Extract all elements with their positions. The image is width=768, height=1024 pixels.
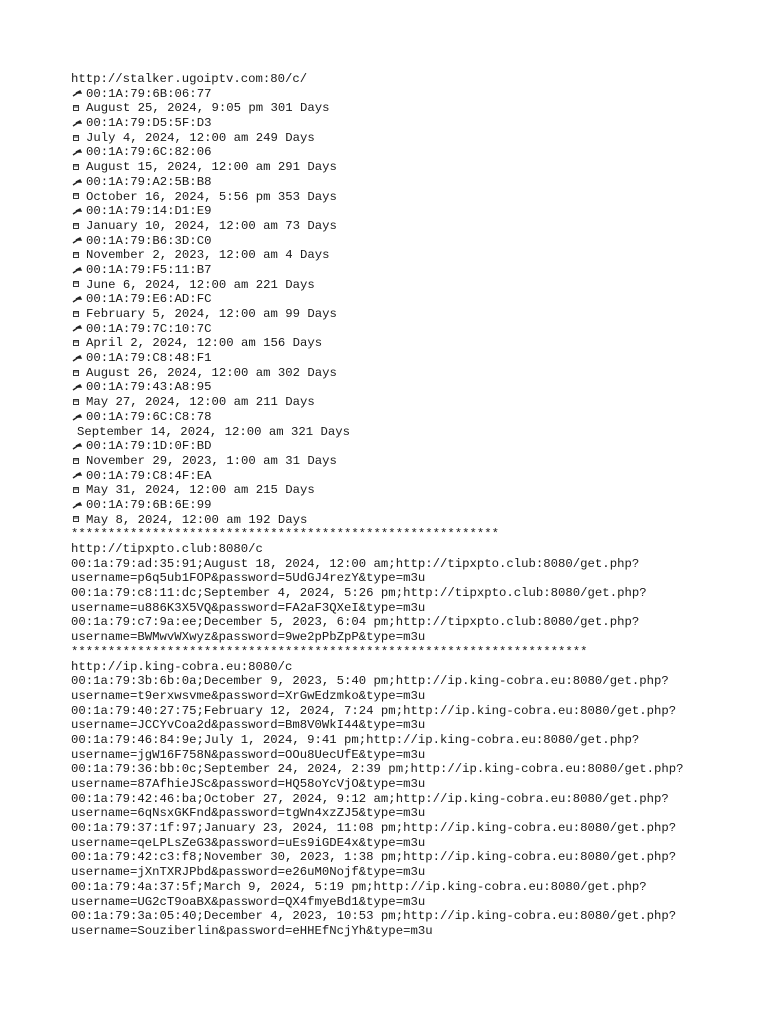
expiry-date: February 5, 2024, 12:00 am 99 Days [86, 307, 337, 321]
mac-address-line [71, 87, 768, 102]
expiry-line [71, 425, 768, 440]
key-icon [71, 118, 83, 128]
expiry-date: August 25, 2024, 9:05 pm 301 Days [86, 101, 330, 116]
mac-address: 00:1A:79:6C:C8:78 [86, 409, 212, 424]
expiry-date: July 4, 2024, 12:00 am 249 Days [86, 130, 315, 145]
account-mac-line: 00:1a:79:4a:37:5f;March 9, 2024, 5:19 pm;http://ip.king-cobra.eu:8080/get.php? [71, 879, 647, 894]
key-icon [71, 470, 83, 480]
calendar-icon [71, 250, 83, 260]
account-credentials-line: username=qeLPLsZeG3&password=uEs9iGDE4x&type=m3u [71, 835, 426, 850]
account-credentials-line: username=jgW16F758N&password=OOu8UecUfE&type=m3u [71, 747, 426, 762]
expiry-date: November 2, 2023, 12:00 am 4 Days [86, 248, 330, 263]
account-mac-line: 00:1a:79:40:27:75;February 12, 2024, 7:24 pm;http://ip.king-cobra.eu:8080/get.php? [71, 703, 677, 718]
mac-address: 00:1A:79:D5:5F:D3 [86, 116, 212, 131]
expiry-date: May 27, 2024, 12:00 am 211 Days [86, 395, 315, 410]
expiry-line [71, 278, 768, 293]
expiry-line [71, 101, 768, 116]
account-credentials-line: username=t9erxwsvme&password=XrGwEdzmko&type=m3u [71, 688, 426, 703]
expiry-line [71, 160, 768, 175]
expiry-line [71, 219, 768, 234]
mac-address: 00:1A:79:1D:0F:BD [86, 439, 212, 454]
key-icon [71, 412, 83, 422]
expiry-date: October 16, 2024, 5:56 pm 353 Days [86, 189, 337, 204]
account-mac-line: 00:1a:79:c8:11:dc;September 4, 2024, 5:26 pm;http://tipxpto.club:8080/get.php? [71, 586, 647, 601]
mac-address: 00:1A:79:6C:82:06 [86, 145, 212, 160]
separator-line: ********************************************************** [71, 527, 500, 542]
account-mac-line: 00:1a:79:37:1f:97;January 23, 2024, 11:08 pm;http://ip.king-cobra.eu:8080/get.php? [71, 821, 677, 836]
account-mac-line: 00:1a:79:36:bb:0c;September 24, 2024, 2:39 pm;http://ip.king-cobra.eu:8080/get.php? [71, 762, 684, 777]
expiry-date: May 31, 2024, 12:00 am 215 Days [86, 483, 315, 498]
key-icon [71, 265, 83, 275]
expiry-line [71, 307, 768, 322]
mac-address-line [71, 322, 768, 337]
account-mac-line: 00:1a:79:42:46:ba;October 27, 2024, 9:12 am;http://ip.king-cobra.eu:8080/get.php? [71, 791, 669, 806]
mac-address-line [71, 498, 768, 513]
expiry-date: September 14, 2024, 12:00 am 321 Days [77, 424, 351, 439]
mac-address: 00:1A:79:E6:AD:FC [86, 292, 212, 307]
mac-address-line [71, 204, 768, 219]
key-icon [71, 323, 83, 333]
expiry-date: August 26, 2024, 12:00 am 302 Days [86, 365, 337, 380]
key-icon [71, 206, 83, 216]
account-credentials-line: username=6qNsxGKFnd&password=tgWn4xzZJ5&type=m3u [71, 806, 426, 821]
account-credentials-line: username=Souziberlin&password=eHHEfNcjYh&type=m3u [71, 923, 433, 938]
calendar-icon [71, 309, 83, 319]
mac-address-line [71, 263, 768, 278]
key-icon [71, 382, 83, 392]
calendar-icon [71, 221, 83, 231]
account-credentials-line: username=p6q5ub1FOP&password=5UdGJ4rezY&type=m3u [71, 571, 426, 586]
expiry-line [71, 395, 768, 410]
kingcobra-entry-list [71, 674, 768, 938]
mac-address: 00:1A:79:14:D1:E9 [86, 204, 212, 219]
stalker-portal-url: http://stalker.ugoiptv.com:80/c/ [71, 72, 308, 86]
mac-address: 00:1A:79:F5:11:B7 [86, 262, 212, 277]
mac-address-line [71, 469, 768, 484]
account-mac-line: 00:1a:79:42:c3:f8;November 30, 2023, 1:38 pm;http://ip.king-cobra.eu:8080/get.php? [71, 850, 677, 865]
tipxpto-entry-list [71, 557, 768, 645]
tipxpto-portal-url: http://tipxpto.club:8080/c [71, 542, 263, 556]
mac-address: 00:1A:79:43:A8:95 [86, 380, 212, 395]
calendar-icon [71, 485, 83, 495]
mac-address-line [71, 234, 768, 249]
calendar-icon [71, 279, 83, 289]
mac-address-line [71, 351, 768, 366]
mac-address: 00:1A:79:C8:48:F1 [86, 351, 212, 366]
expiry-date: June 6, 2024, 12:00 am 221 Days [86, 277, 315, 292]
account-mac-line: 00:1a:79:3b:6b:0a;December 9, 2023, 5:40 pm;http://ip.king-cobra.eu:8080/get.php? [71, 674, 669, 689]
calendar-icon [71, 338, 83, 348]
mac-address: 00:1A:79:A2:5B:B8 [86, 174, 212, 189]
account-mac-line: 00:1a:79:c7:9a:ee;December 5, 2023, 6:04 pm;http://tipxpto.club:8080/get.php? [71, 615, 640, 630]
key-icon [71, 235, 83, 245]
account-credentials-line: username=87AfhieJSc&password=HQ58oYcVjO&type=m3u [71, 777, 426, 791]
calendar-icon [71, 103, 83, 113]
mac-address-line [71, 116, 768, 131]
expiry-date: January 10, 2024, 12:00 am 73 Days [86, 218, 337, 233]
calendar-icon [71, 456, 83, 466]
mac-address-line [71, 439, 768, 454]
calendar-icon [71, 368, 83, 378]
mac-address: 00:1A:79:B6:3D:C0 [86, 233, 212, 248]
expiry-date: August 15, 2024, 12:00 am 291 Days [86, 160, 337, 175]
kingcobra-portal-url: http://ip.king-cobra.eu:8080/c [71, 659, 293, 674]
mac-address-line [71, 410, 768, 425]
expiry-line [71, 513, 768, 528]
expiry-date: April 2, 2024, 12:00 am 156 Days [86, 336, 323, 351]
expiry-date: May 8, 2024, 12:00 am 192 Days [86, 512, 308, 527]
expiry-line [71, 248, 768, 263]
key-icon [71, 88, 83, 98]
account-credentials-line: username=BWMwvWXwyz&password=9we2pPbZpP&type=m3u [71, 630, 426, 645]
key-icon [71, 294, 83, 304]
calendar-icon [71, 133, 83, 143]
expiry-line [71, 366, 768, 381]
expiry-line [71, 190, 768, 205]
calendar-icon [71, 162, 83, 172]
account-credentials-line: username=UG2cT9oaBX&password=QX4fmyeBd1&type=m3u [71, 894, 426, 909]
account-mac-line: 00:1a:79:ad:35:91;August 18, 2024, 12:00 am;http://tipxpto.club:8080/get.php? [71, 556, 640, 571]
mac-address: 00:1A:79:C8:4F:EA [86, 468, 212, 483]
mac-address-line [71, 380, 768, 395]
key-icon [71, 500, 83, 510]
account-credentials-line: username=JCCYvCoa2d&password=Bm8V0WkI44&type=m3u [71, 718, 426, 733]
account-mac-line: 00:1a:79:3a:05:40;December 4, 2023, 10:53 pm;http://ip.king-cobra.eu:8080/get.php? [71, 909, 677, 924]
mac-address-line [71, 145, 768, 160]
key-icon [71, 147, 83, 157]
mac-address: 00:1A:79:7C:10:7C [86, 321, 212, 336]
account-credentials-line: username=jXnTXRJPbd&password=e26uM0Nojf&type=m3u [71, 865, 426, 880]
expiry-line [71, 483, 768, 498]
expiry-line [71, 131, 768, 146]
key-icon [71, 441, 83, 451]
mac-address-line [71, 292, 768, 307]
calendar-icon [71, 191, 83, 201]
calendar-icon [71, 514, 83, 524]
account-credentials-line: username=u886K3X5VQ&password=FA2aF3QXeI&type=m3u [71, 600, 426, 615]
mac-address: 00:1A:79:6B:06:77 [86, 86, 212, 101]
expiry-line [71, 336, 768, 351]
key-icon [71, 177, 83, 187]
separator-line: ********************************************************************** [71, 644, 588, 659]
mac-address-line [71, 175, 768, 190]
account-mac-line: 00:1a:79:46:84:9e;July 1, 2024, 9:41 pm;http://ip.king-cobra.eu:8080/get.php? [71, 732, 640, 747]
expiry-date: November 29, 2023, 1:00 am 31 Days [86, 453, 337, 468]
mac-address: 00:1A:79:6B:6E:99 [86, 497, 212, 512]
calendar-icon [71, 397, 83, 407]
expiry-line [71, 454, 768, 469]
stalker-entry-list [71, 87, 768, 528]
key-icon [71, 353, 83, 363]
